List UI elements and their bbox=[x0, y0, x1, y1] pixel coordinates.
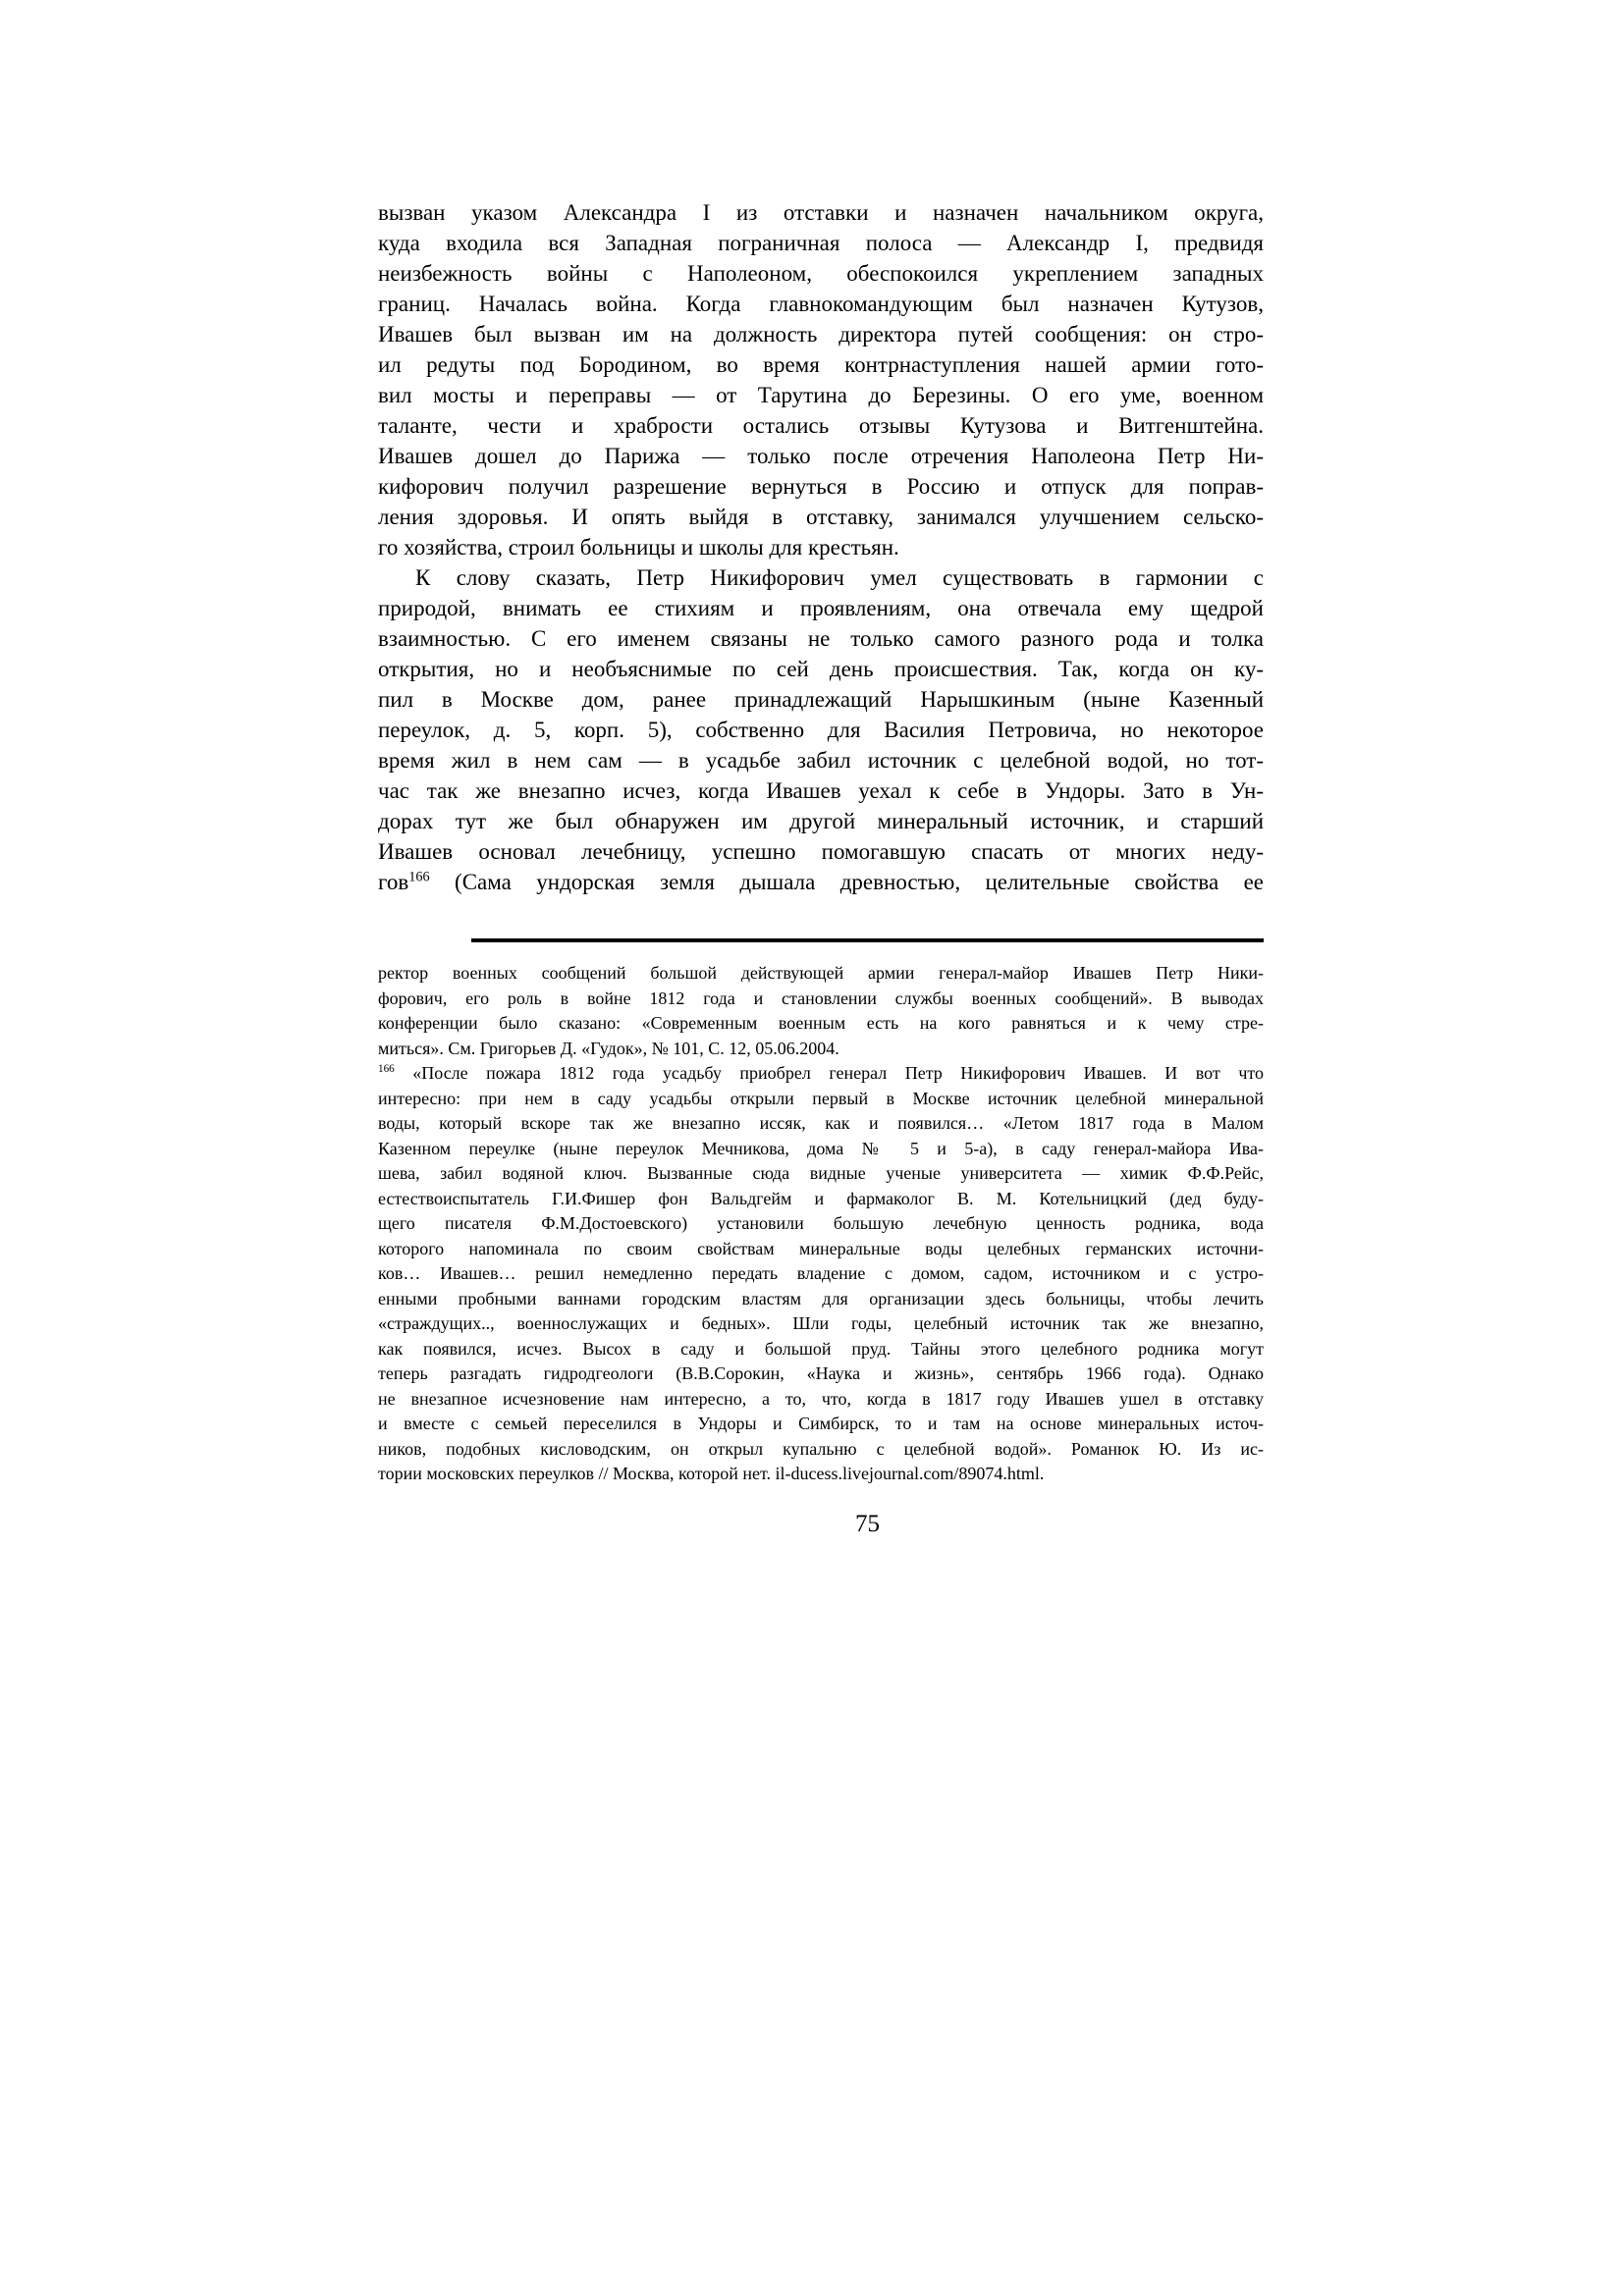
text-line: теперь разгадать гидродгеологи (В.В.Сорокин, «Наука и жизнь», сентябрь 1966 года). Однако bbox=[378, 1363, 1264, 1383]
text-line: тории московских переулков // Москва, которой нет. il-ducess.livejournal.com/89074.html. bbox=[378, 1464, 1045, 1483]
text-line: Ивашев дошел до Парижа — только после отречения Наполеона Петр Ни- bbox=[378, 444, 1264, 468]
text-line: естествоиспытатель Г.И.Фишер фон Вальдгейм и фармаколог В. М. Котельницкий (дед буду- bbox=[378, 1188, 1264, 1208]
text-line: «страждущих.., военнослужащих и бедных». Шли годы, целебный источник так же внезапно, bbox=[378, 1313, 1264, 1333]
text-line: миться». См. Григорьев Д. «Гудок», № 101, С. 12, 05.06.2004. bbox=[378, 1038, 839, 1058]
main-text bbox=[378, 197, 1264, 897]
footnote-separator-rule bbox=[471, 938, 1264, 942]
text-line: взаимностью. С его именем связаны не только самого разного рода и толка bbox=[378, 626, 1264, 651]
text-line: воды, который вскоре так же внезапно иссяк, как и появился… «Летом 1817 года в Малом bbox=[378, 1113, 1264, 1133]
text-line: таланте, чести и храбрости остались отзывы Кутузова и Витгенштейна. bbox=[378, 413, 1264, 438]
text-line: гов$^{166}$ (Сама ундорская земля дышала древностью, целительные свойства ее bbox=[378, 869, 1264, 894]
text-line: ил редуты под Бородином, во время контрнаступления нашей армии гото- bbox=[378, 352, 1264, 377]
text-line: ректор военных сообщений большой действующей армии генерал-майор Ивашев Петр Ники- bbox=[378, 963, 1264, 983]
text-line: К слову сказать, Петр Никифорович умел существовать в гармонии с bbox=[415, 565, 1264, 590]
footnote bbox=[378, 961, 1264, 1061]
text-line: пил в Москве дом, ранее принадлежащий Нарышкиным (ныне Казенный bbox=[378, 687, 1264, 712]
text-line: ников, подобных кисловодским, он открыл купальню с целебной водой». Романюк Ю. Из ис- bbox=[378, 1438, 1264, 1459]
paragraph bbox=[378, 197, 1264, 562]
text-line: конференции было сказано: «Современным военным есть на кого равняться и к чему стре- bbox=[378, 1013, 1264, 1033]
text-line: границ. Началась война. Когда главнокомандующим был назначен Кутузов, bbox=[378, 292, 1264, 316]
text-line: куда входила вся Западная пограничная полоса — Александр I, предвидя bbox=[378, 231, 1264, 255]
text-line: не внезапное исчезновение нам интересно, а то, что, когда в 1817 году Ивашев ушел в отставку bbox=[378, 1388, 1264, 1409]
footnote bbox=[378, 1061, 1264, 1487]
folio-row bbox=[471, 1510, 1264, 1539]
text-line: Казенном переулке (ныне переулок Мечникова, дома № 5 и 5-а), в саду генерал-майора Ива- bbox=[378, 1138, 1264, 1158]
text-line: дорах тут же был обнаружен им другой минеральный источник, и старший bbox=[378, 809, 1264, 833]
text-line: ления здоровья. И опять выйдя в отставку, занимался улучшением сельско- bbox=[378, 505, 1264, 529]
footnote-ref: 166 bbox=[378, 1063, 395, 1075]
text-line: и вместе с семьей переселился в Ундоры и Симбирск, то и там на основе минеральных источ- bbox=[378, 1414, 1264, 1433]
text-line: шева, забил водяной ключ. Вызванные сюда видные ученые университета — химик Ф.Ф.Рейс, bbox=[378, 1163, 1264, 1183]
text-line: время жил в нем сам — в усадьбе забил источник с целебной водой, но тот- bbox=[378, 748, 1264, 773]
text-line: кифорович получил разрешение вернуться в Россию и отпуск для поправ- bbox=[378, 474, 1264, 499]
footnote-ref: 166 bbox=[408, 869, 430, 885]
text-line: которого напоминала по своим свойствам минеральные воды целебных германских источни- bbox=[378, 1238, 1264, 1258]
text-line: природой, внимать ее стихиям и проявлениям, она отвечала ему щедрой bbox=[378, 596, 1264, 620]
text-line: как появился, исчез. Высох в саду и большой пруд. Тайны этого целебного родника могут bbox=[378, 1338, 1264, 1359]
text-line: енными пробными ваннами городским властям для организации здесь больницы, чтобы лечить bbox=[378, 1288, 1264, 1308]
paragraph bbox=[378, 562, 1264, 897]
text-line: Ивашев был вызван им на должность директора путей сообщения: он стро- bbox=[378, 322, 1264, 347]
text-line: ков… Ивашев… решил немедленно передать владение с домом, садом, источником и с устро- bbox=[378, 1263, 1264, 1283]
text-line: интересно: при нем в саду усадьбы открыли первый в Москве источник целебной минеральной bbox=[378, 1088, 1264, 1108]
text-line: го хозяйства, строил больницы и школы для крестьян. bbox=[378, 535, 899, 560]
footnotes bbox=[378, 961, 1264, 1487]
text-line: $^{166}$ «После пожара 1812 года усадьбу приобрел генерал Петр Никифорович Ивашев. И вот что bbox=[378, 1063, 1264, 1083]
text-line: переулок, д. 5, корп. 5), собственно для Василия Петровича, но некоторое bbox=[378, 718, 1264, 742]
text-line: щего писателя Ф.М.Достоевского) установили большую лечебную ценность родника, вода bbox=[378, 1213, 1264, 1233]
text-line: неизбежность войны с Наполеоном, обеспокоился укреплением западных bbox=[378, 261, 1264, 286]
text-line: Ивашев основал лечебницу, успешно помогавшую спасать от многих неду- bbox=[378, 839, 1264, 864]
text-line: форович, его роль в войне 1812 года и становлении службы военных сообщений». В выводах bbox=[378, 988, 1264, 1008]
page-number: 75 bbox=[855, 1511, 880, 1537]
text-line: вил мосты и переправы — от Тарутина до Березины. О его уме, военном bbox=[378, 383, 1264, 407]
text-line: вызван указом Александра I из отставки и назначен начальником округа, bbox=[378, 200, 1264, 225]
text-line: час так же внезапно исчез, когда Ивашев уехал к себе в Ундоры. Зато в Ун- bbox=[378, 778, 1264, 803]
text-line: открытия, но и необъяснимые по сей день происшествия. Так, когда он ку- bbox=[378, 657, 1264, 681]
